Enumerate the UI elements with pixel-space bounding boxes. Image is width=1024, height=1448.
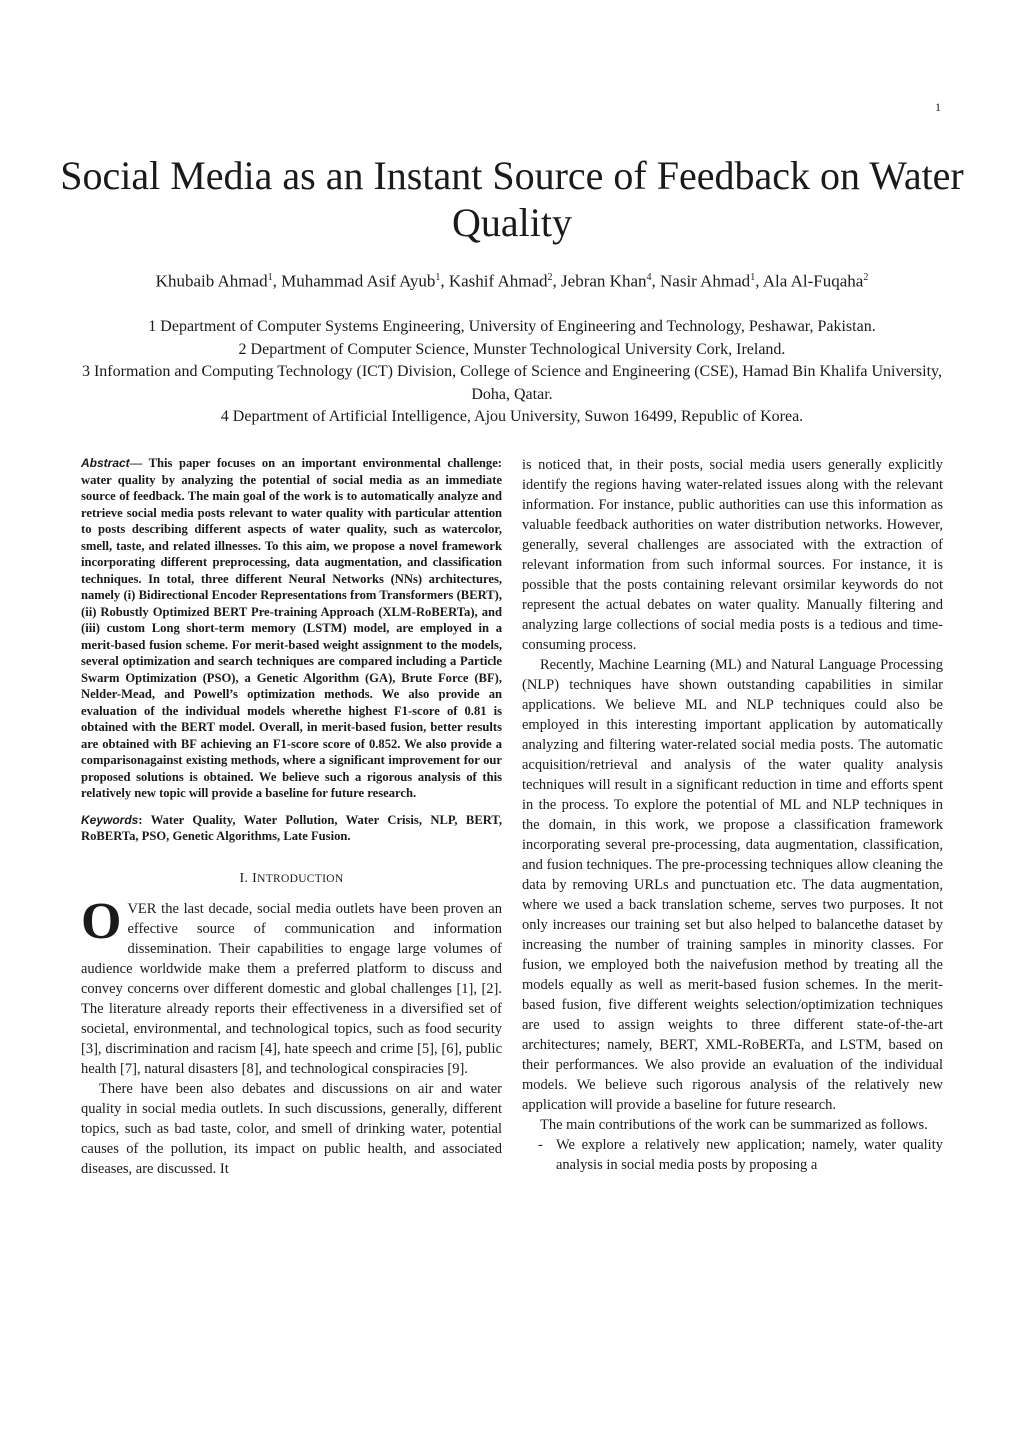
author-name: Khubaib Ahmad [155, 271, 268, 291]
section-number: I. [239, 870, 249, 886]
author-name: Muhammad Asif Ayub [281, 271, 436, 291]
affiliation: 1 Department of Computer Systems Engineering, University of Engineering and Technology, Peshawar, Pakistan. [148, 318, 876, 335]
author-affil-mark: 4 [646, 272, 652, 283]
list-item-text: We explore a relatively new application; namely, water quality analysis in social media posts by proposing a [556, 1137, 943, 1173]
author-name: Ala Al-Fuqaha [762, 271, 864, 291]
left-column [81, 455, 502, 1179]
keywords [81, 812, 502, 845]
abstract-text: — This paper focuses on an important environmental challenge: water quality by analyzing the potential of social media as an immediate source of feedback. The main goal of the work is to automatically analyze and retrieve social media posts relevant to water quality with particular attention to posts describing different aspects of water quality, such as watercolor, smell, taste, and related illnesses. To this aim, we propose a novel framework incorporating different preprocessing, data augmentation, and classification techniques. In total, three different Neural Networks (NNs) architectures, namely (i) Bidirectional Encoder Representations from Transformers (BERT), (ii) Robustly Optimized BERT Pre-training Approach (XLM-RoBERTa), and (iii) custom Long short-term memory (LSTM) model, are employed in a merit-based fusion scheme. For merit-based weight assignment to the models, several optimization and search techniques are compared including a Particle Swarm Optimization (PSO), a Genetic Algorithm (GA), Brute Force (BF), Nelder-Mead, and Powell’s optimization methods. We also provide an evaluation of the individual models wherethe highest F1-score of 0.81 is obtained with the BERT model. Overall, in merit-based fusion, better results are obtained with BF achieving an F1-score score of 0.852. We also provide a comparisonagainst existing methods, where a significant improvement for our proposed solutions is obtained. We believe such a rigorous analysis of this relatively new topic will provide a baseline for future research. [81, 456, 502, 800]
author-name: Kashif Ahmad [448, 271, 548, 291]
affiliation: 3 Information and Computing Technology (ICT) Division, College of Science and Engineering (CSE), Hamad Bin Khalifa University, Doha, Qatar. [81, 363, 943, 403]
affiliation: 2 Department of Computer Science, Munster Technological University Cork, Ireland. [238, 340, 786, 358]
paragraph [81, 892, 502, 1079]
introduction-body [81, 892, 502, 1179]
paragraph: is noticed that, in their posts, social media users generally explicitly identify the regions having water-related issues along with the relevant information. For instance, public authorities can use this information as valuable feedback authorities on water distribution networks. However, generally, several challenges are associated with the extraction of relevant information from such informal sources. For instance, it is possible that the posts containing relevant orsimilar keywords do not represent the actual debates on water quality. Manually filtering and analyzing large collections of social media posts is a tedious and time-consuming process. [522, 457, 943, 653]
section-heading [81, 871, 502, 887]
abstract-label: Abstract [81, 456, 130, 470]
author-affil-mark: 1 [750, 272, 756, 283]
author-name: Jebran Khan [561, 271, 647, 291]
abstract [81, 455, 502, 802]
affiliation: 4 Department of Artificial Intelligence, Ajou University, Suwon 16499, Republic of Korea. [220, 408, 804, 425]
right-column [522, 455, 943, 1175]
author-affil-mark: 2 [547, 272, 553, 283]
keywords-label: Keywords [81, 812, 139, 827]
section-title-initial: I [252, 870, 258, 886]
keywords-text: : Water Quality, Water Pollution, Water Crisis, NLP, BERT, RoBERTa, PSO, Genetic Algorithms, Late Fusion. [81, 812, 502, 843]
paragraph: The main contributions of the work can be summarized as follows. [540, 1117, 928, 1133]
section-title-rest: NTRODUCTION [257, 872, 344, 885]
title-block [60, 152, 964, 246]
list-item [522, 1135, 943, 1175]
author-affil-mark: 1 [267, 272, 273, 283]
page-number: 1 [935, 100, 941, 114]
contribution-list [522, 1135, 943, 1175]
paper-title: Social Media as an Instant Source of Feedback on Water Quality [60, 153, 964, 245]
author-list: Khubaib Ahmad$^1$, Muhammad Asif Ayub$^1$, Kashif Ahmad$^2$, Jebran Khan$^4$, Nasir Ahmad$^1$, Ala Al-Fuqaha$^2$ [155, 271, 869, 291]
author-name: Nasir Ahmad [660, 271, 751, 291]
author-affil-mark: 1 [435, 272, 441, 283]
paragraph: There have been also debates and discussions on air and water quality in social media outlets. In such discussions, generally, different topics, such as bad taste, color, and smell of drinking water, potential causes of the pollution, its impact on public health, and associated diseases, are discussed. It [81, 1080, 502, 1177]
bullet-marker: - [538, 1137, 543, 1153]
paragraph: Recently, Machine Learning (ML) and Natural Language Processing (NLP) techniques have shown outstanding capabilities in similar applications. We believe ML and NLP techniques could also be employed in this interesting important application by automatically analyzing and filtering water-related social media posts. The automatic acquisition/retrieval and analysis of the water quality analysis techniques will result in a significant reduction in time and efforts spent in the process. To explore the potential of ML and NLP techniques in the domain, in this work, we propose a classification framework incorporating several pre-processing, data augmentation, classification, and fusion techniques. The pre-processing techniques allow cleaning the data by removing URLs and punctuation etc. The data augmentation, where we used a back translation scheme, serves two purposes. It not only increases our training set but also helped to balancethe dataset by increasing the number of training samples in minority classes. For fusion, we employed both the naivefusion method by treating all the models equally as well as merit-based fusion schemes. In the merit-based fusion, five different weights selection/optimization techniques are used to assign weights to three different state-of-the-art architectures; namely, BERT, XML-RoBERTa, and LSTM, based on their performances. We also provide an evaluation of the individual models. We believe such rigorous analysis of the relatively new application will provide a baseline for future research. [522, 657, 943, 1113]
drop-cap: O [81, 892, 122, 950]
paragraph-text: VER the last decade, social media outlets have been proven an effective source of communication and information dissemination. Their capabilities to engage large volumes of audience worldwide make them a preferred platform to discuss and convey concerns over different domestic and global challenges [1], [2]. The literature already reports their effectiveness in a diversified set of societal, environmental, and technological topics, such as food security [3], discrimination and racism [4], hate speech and crime [5], [6], public health [7], natural disasters [8], and technological conspiracies [9]. [81, 900, 502, 1077]
right-column-body [522, 455, 943, 1135]
author-affil-mark: 2 [863, 272, 869, 283]
affiliation-list [70, 316, 954, 429]
